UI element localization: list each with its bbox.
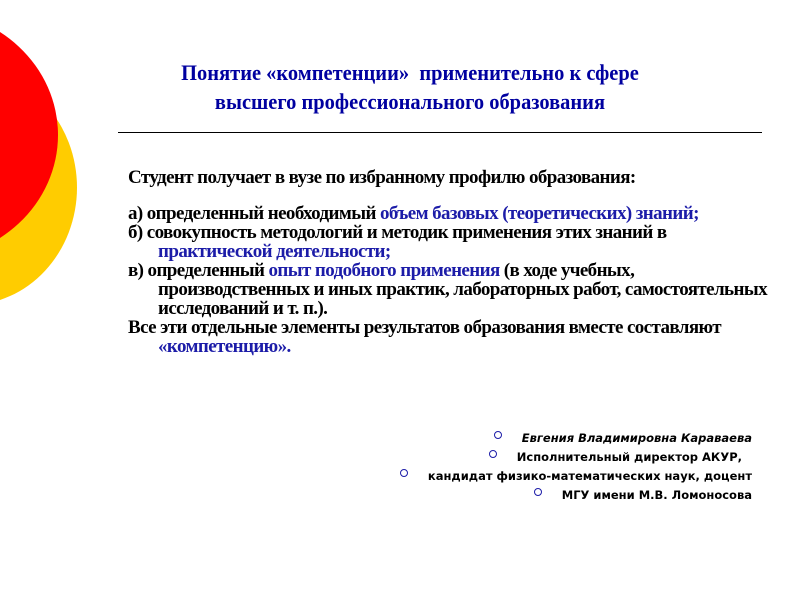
title-divider xyxy=(118,132,762,133)
signature-university: МГУ имени М.В. Ломоносова xyxy=(561,487,752,502)
conclusion-highlight: «компетенцию». xyxy=(158,336,291,357)
signature-line-name xyxy=(400,428,752,447)
signature-line-position xyxy=(400,447,752,466)
item-c-text: в) определенный xyxy=(128,260,269,281)
slide-body xyxy=(128,168,768,356)
signature-name: Евгения Владимировна Караваева xyxy=(521,430,752,445)
item-b xyxy=(128,223,768,261)
item-b-text: б) совокупность методологий и методик применения этих знаний в xyxy=(128,222,667,243)
circle-bullet-icon xyxy=(400,469,408,477)
item-b-highlight: практической деятельности; xyxy=(158,241,391,262)
item-c-highlight: опыт подобного применения xyxy=(268,260,500,281)
item-c-suffix: (в ходе учебных, производственных и иных практик, лабораторных работ, самостоятельных исследований и т. п.). xyxy=(158,260,767,319)
signature-line-university xyxy=(400,485,752,504)
slide-title xyxy=(122,58,699,116)
circle-bullet-icon xyxy=(534,488,542,496)
conclusion-paragraph xyxy=(128,318,768,356)
title-line-1: Понятие «компетенции» применительно к сфере xyxy=(181,60,639,85)
signature-degree: кандидат физико-математических наук, доцент xyxy=(427,468,752,483)
signature-line-degree xyxy=(400,466,752,485)
circle-bullet-icon xyxy=(489,450,497,458)
item-a-highlight: объем базовых (теоретических) знаний; xyxy=(379,203,699,224)
item-a xyxy=(128,204,768,223)
signature-position: Исполнительный директор АКУР, xyxy=(516,449,742,464)
intro-paragraph: Студент получает в вузе по избранному профилю образования: xyxy=(128,167,636,188)
item-a-text: а) определенный необходимый xyxy=(128,203,380,224)
item-c xyxy=(128,261,768,318)
author-signature xyxy=(400,428,752,504)
circle-bullet-icon xyxy=(494,431,502,439)
conclusion-text: Все эти отдельные элементы результатов образования вместе составляют xyxy=(128,317,721,338)
title-line-2: высшего профессионального образования xyxy=(214,89,606,114)
